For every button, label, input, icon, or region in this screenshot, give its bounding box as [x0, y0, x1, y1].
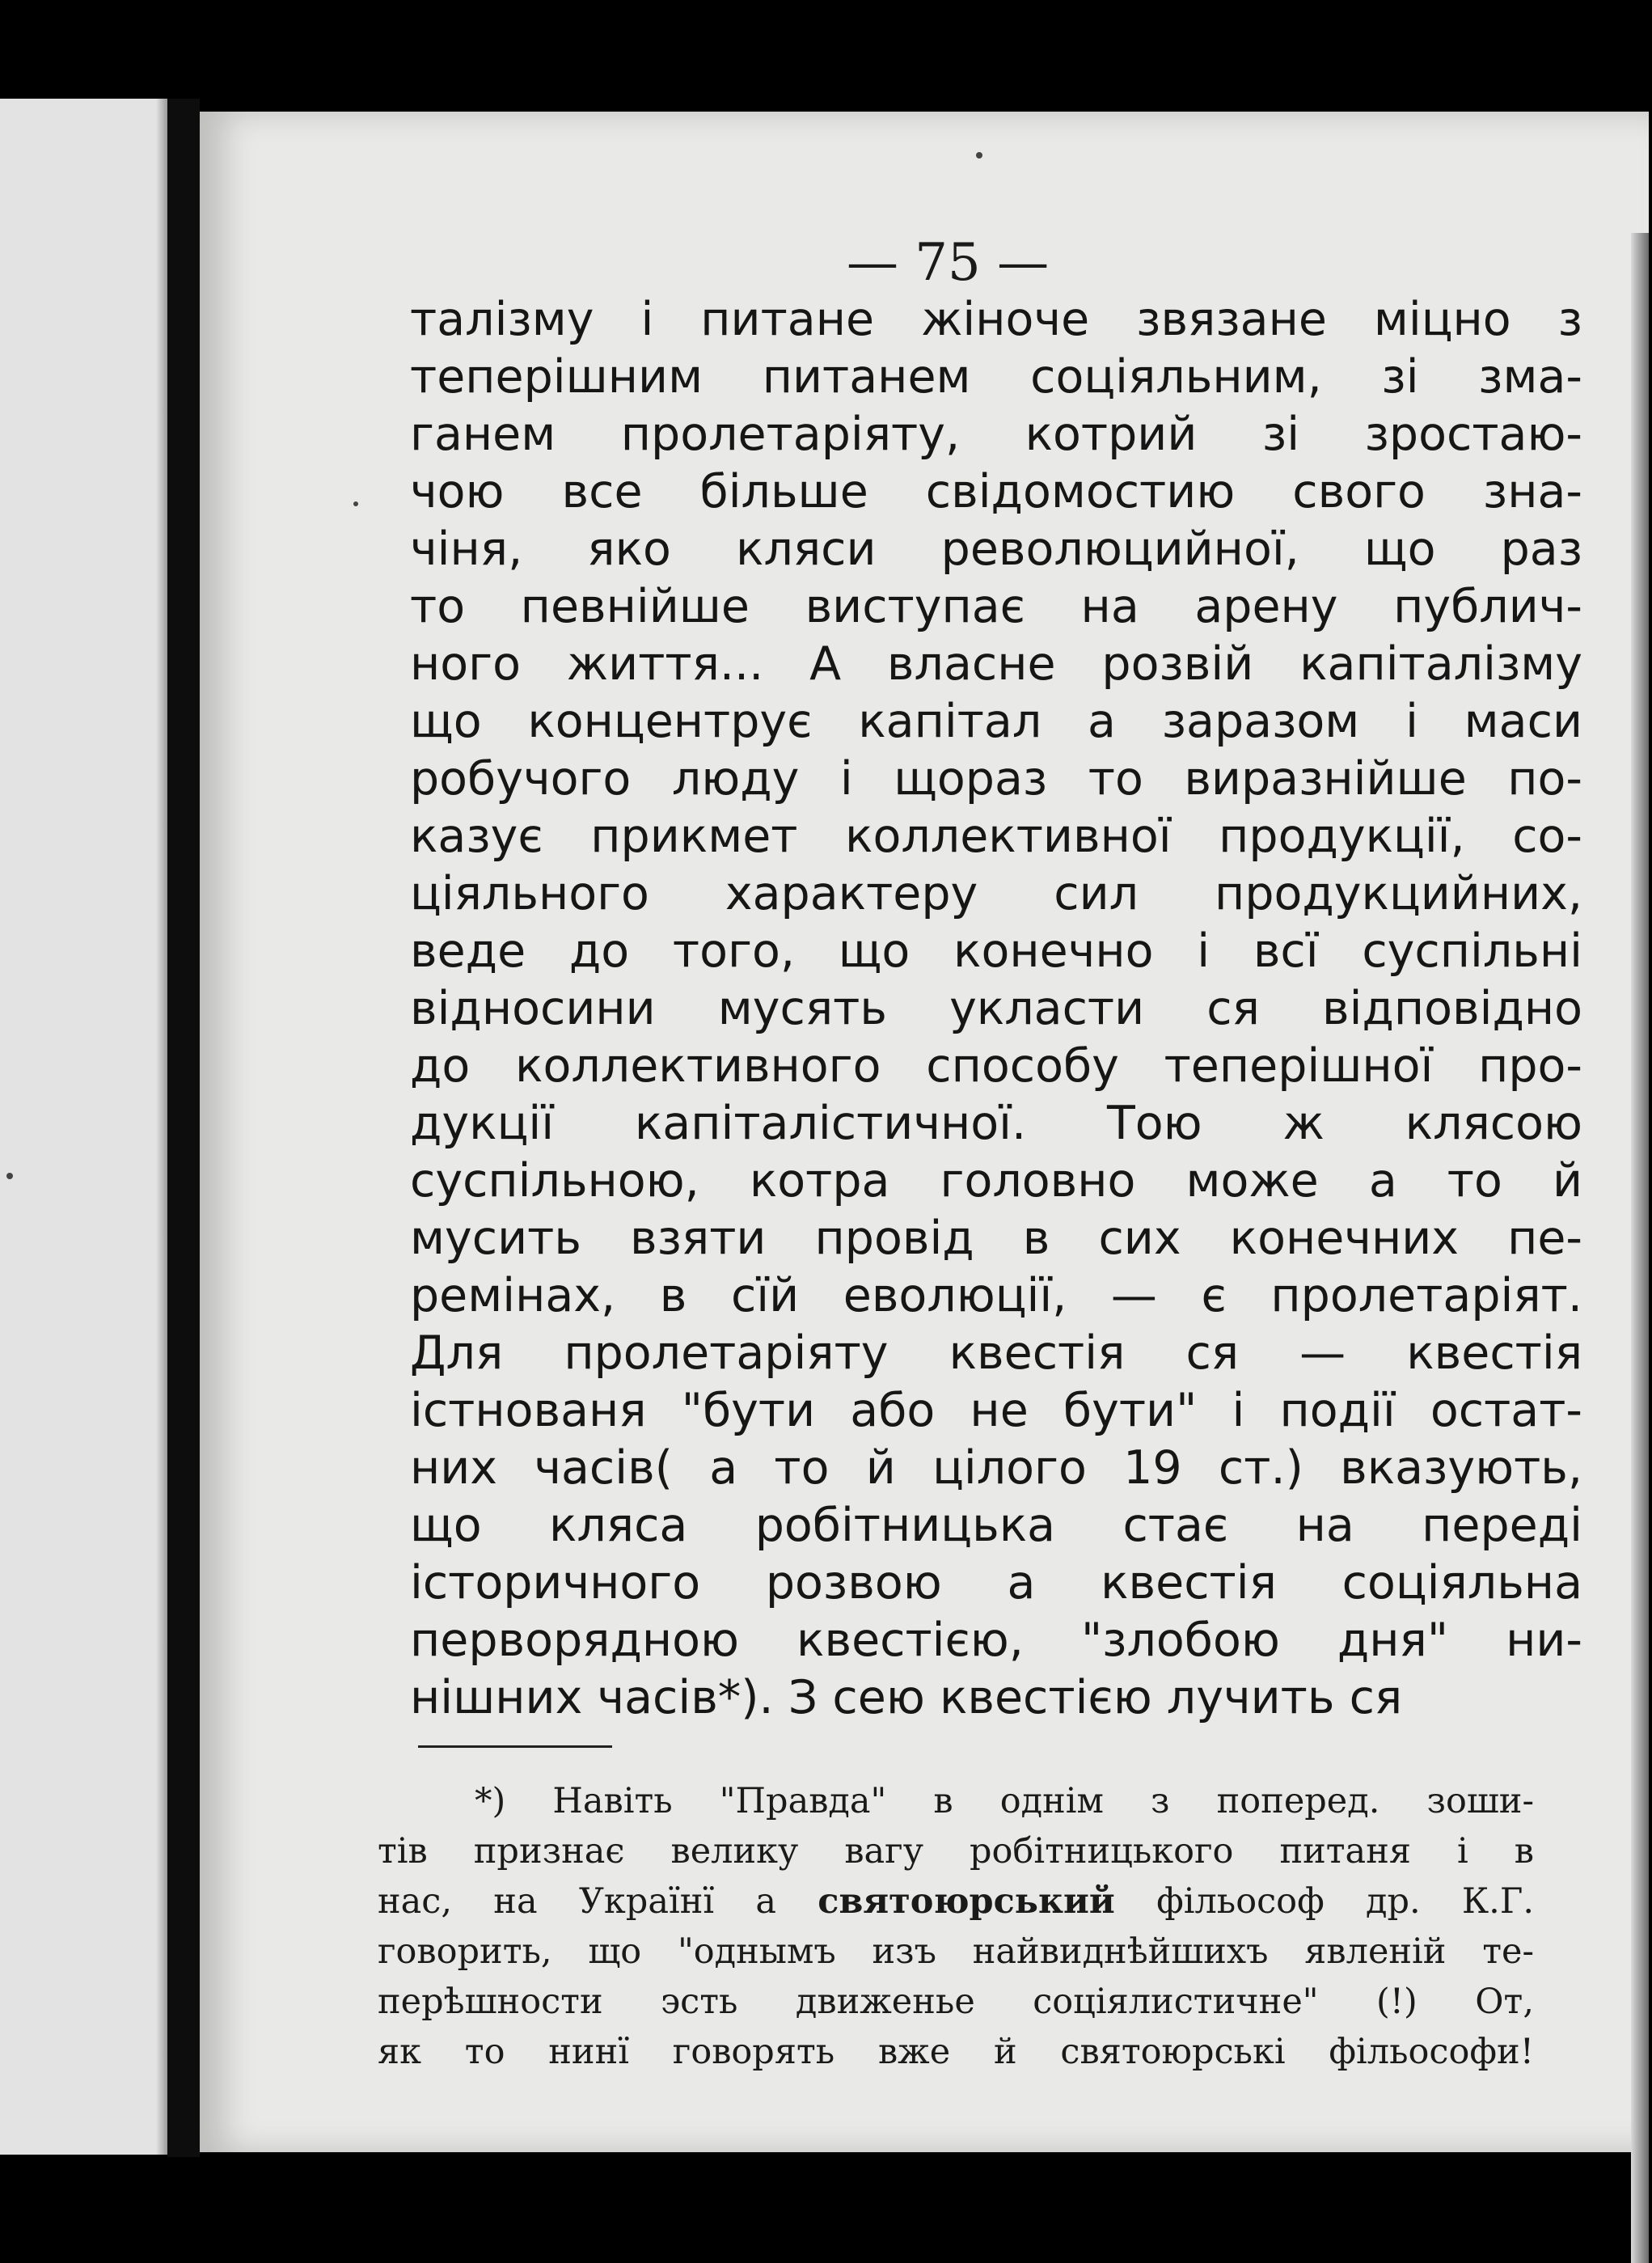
text-line: історичного розвою а квестія соціяльна: [410, 1556, 1582, 1609]
text-line: казує прикмет коллективної продукції, со-: [410, 810, 1582, 863]
text-line: Для пролетаріяту квестія ся — квестія: [410, 1326, 1582, 1380]
speck: [353, 501, 358, 506]
text-line: суспільною, котра головно може а то й: [410, 1154, 1582, 1208]
footnote-line: говорить, що "однымъ изъ найвиднѣйшихъ явленій те-: [378, 1931, 1534, 1972]
body-text: [410, 291, 1582, 1727]
text-line: ганем пролетаріяту, котрий зі зростаю-: [410, 408, 1582, 461]
footnote-line: перѣшности эсть движенье соціялистичне" (!) От,: [378, 1982, 1534, 2022]
footnote-line: [378, 1876, 1534, 1927]
footnote-rule: [418, 1745, 612, 1748]
footnote-bold-text: святоюрський: [818, 1881, 1115, 1922]
text-line: теперішним питанем соціяльним, зі зма-: [410, 350, 1582, 404]
footnote-line: як то нинї говорять вже й святоюрські фільософи!: [378, 2032, 1534, 2072]
text-line: нішних часів*). З сею квестією лучить ся: [410, 1671, 1403, 1724]
text-line: що кляса робітницька стає на переді: [410, 1499, 1582, 1552]
text-line: істнованя "бути або не бути" і події остат-: [410, 1384, 1582, 1437]
page-content: [200, 112, 1649, 2152]
text-line: ремінах, в сїй еволюції, — є пролетаріят.: [410, 1269, 1582, 1322]
text-line: талізму і питане жіноче звязане міцно з: [410, 293, 1582, 346]
text-line: ного життя... А власне розвій капіталізму: [410, 637, 1582, 691]
text-line: дукції капіталістичної. Тою ж клясою: [410, 1097, 1582, 1150]
text-line: чою все більше свідомостию свого зна-: [410, 465, 1582, 518]
text-line: чіня, яко кляси революцийної, що раз: [410, 522, 1582, 576]
footnote-text: фільософ др. К.Г.: [1114, 1881, 1534, 1922]
left-page-shadow: [156, 99, 167, 2155]
text-line: до коллективного способу теперішної про-: [410, 1039, 1582, 1093]
text-line: ціяльного характеру сил продукцийних,: [410, 867, 1582, 920]
text-line: мусить взяти провід в сих конечних пе-: [410, 1212, 1582, 1265]
footnote-text: нас, на Українї а: [378, 1881, 818, 1922]
text-line: що концентрує капітал а заразом і маси: [410, 695, 1582, 748]
footnote-line: *) Навіть "Правда" в однім з поперед. зоши-: [475, 1781, 1534, 1821]
text-line: перворядною квестією, "злобою дня" ни-: [410, 1614, 1582, 1667]
page-number: — 75 —: [846, 233, 1050, 293]
page-right-edge: [1631, 233, 1649, 2263]
text-line: них часів( а то й цілого 19 ст.) вказують,: [410, 1441, 1582, 1495]
text-line: то певнійше виступає на арену публич-: [410, 580, 1582, 633]
left-page-edge: [0, 99, 167, 2155]
speck: [6, 1173, 13, 1179]
text-line: робучого люду і щораз то виразнійше по-: [410, 752, 1582, 806]
speck: [976, 152, 982, 159]
footnote-line: тів признає велику вагу робітницького питаня і в: [378, 1831, 1534, 1872]
page: [200, 112, 1649, 2152]
book-gutter: [167, 99, 200, 2157]
footnote: [378, 1776, 1534, 2077]
text-line: веде до того, що конечно і всї суспільні: [410, 924, 1582, 978]
text-line: відносини мусять укласти ся відповідно: [410, 982, 1582, 1035]
